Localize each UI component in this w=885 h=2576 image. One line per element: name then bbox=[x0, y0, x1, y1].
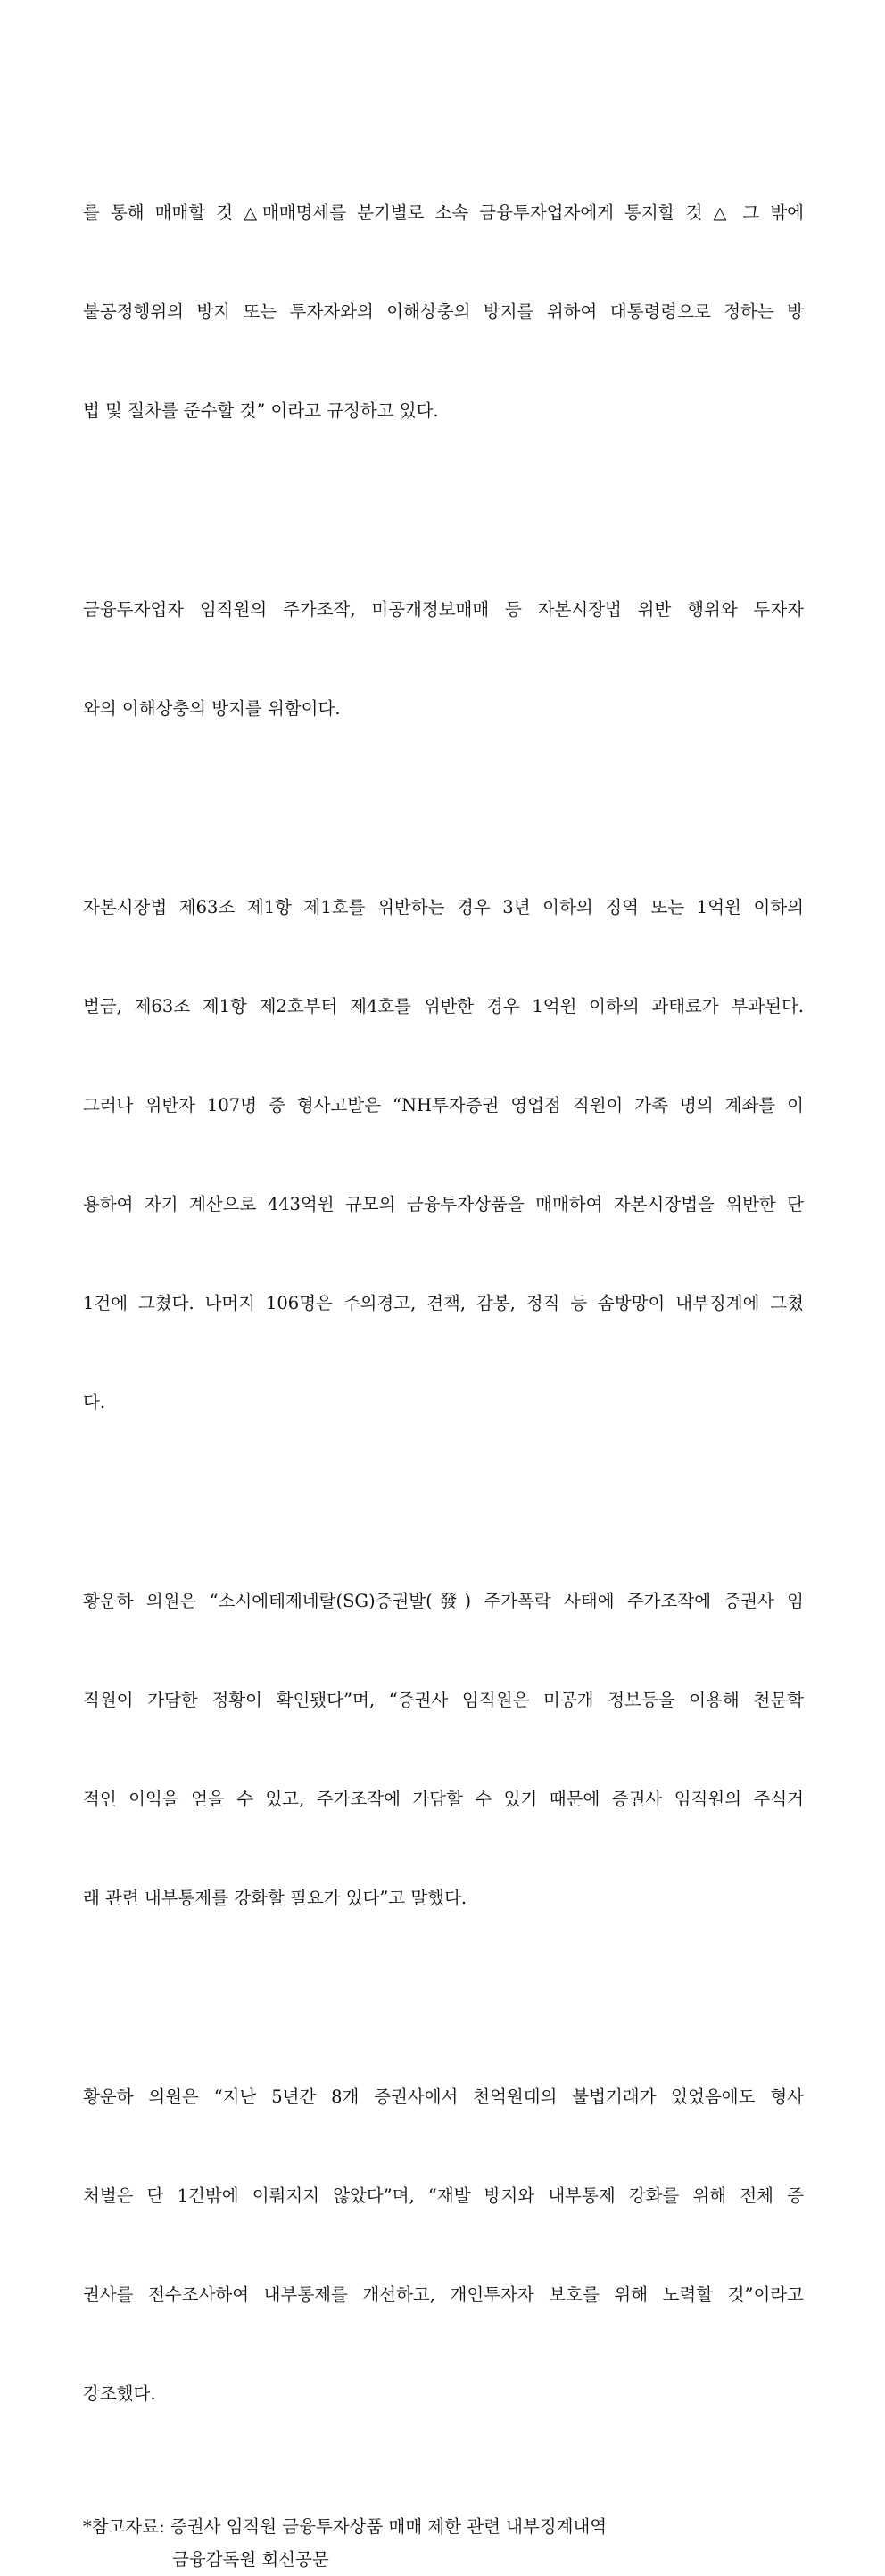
reference-source: 금융감독원 회신공문 bbox=[172, 2549, 329, 2570]
text-line: 법 및 절차를 준수할 것” 이라고 규정하고 있다. bbox=[83, 400, 439, 421]
paragraph-penalties bbox=[83, 825, 804, 1485]
text-line: 황운하 의원은 “소시에테제네랄(SG)증권발(發) 주가폭락 사태에 주가조작에 증권사 임 bbox=[83, 1591, 804, 1611]
paragraph-quote-sg bbox=[83, 1518, 804, 1980]
paragraph-purpose bbox=[83, 527, 804, 791]
reference-label: *참고자료: 증권사 임직원 금융투자상품 매매 제한 관련 내부징계내역 bbox=[83, 2516, 608, 2537]
text-line: 황운하 의원은 “지난 5년간 8개 증권사에서 천억원대의 불법거래가 있었음에도 형사 bbox=[83, 2086, 804, 2107]
text-line: 그러나 위반자 107명 중 형사고발은 “NH투자증권 영업점 직원이 가족 명의 계좌를 이 bbox=[83, 1095, 804, 1115]
paragraph-quote-investigation bbox=[83, 2014, 804, 2476]
text-line: 직원이 가담한 정황이 확인됐다”며, “증권사 임직원은 미공개 정보등을 이용해 천문학 bbox=[83, 1690, 804, 1710]
text-line: 용하여 자기 계산으로 443억원 규모의 금융투자상품을 매매하여 자본시장법을 위반한 단 bbox=[83, 1194, 804, 1214]
text-line: 벌금, 제63조 제1항 제2호부터 제4호를 위반한 경우 1억원 이하의 과태료가 부과된다. bbox=[83, 996, 804, 1016]
reference-note bbox=[83, 2510, 804, 2576]
paragraph-rules bbox=[83, 130, 804, 493]
text-line: 래 관련 내부통제를 강화할 필요가 있다”고 말했다. bbox=[83, 1888, 467, 1908]
text-line: 적인 이익을 얻을 수 있고, 주가조작에 가담할 수 있기 때문에 증권사 임직원의 주식거 bbox=[83, 1789, 804, 1809]
text-line: 불공정행위의 방지 또는 투자자와의 이해상충의 방지를 위하여 대통령령으로 정하는 방 bbox=[83, 301, 804, 322]
text-line: 권사를 전수조사하여 내부통제를 개선하고, 개인투자자 보호를 위해 노력할 것”이라고 bbox=[83, 2284, 804, 2305]
document-page bbox=[83, 130, 804, 2576]
text-line: 를 통해 매매할 것 △매매명세를 분기별로 소속 금융투자업자에게 통지할 것 △ 그 밖에 bbox=[83, 202, 804, 223]
text-line: 처벌은 단 1건밖에 이뤄지지 않았다”며, “재발 방지와 내부통제 강화를 위해 전체 증 bbox=[83, 2185, 804, 2206]
text-line: 다. bbox=[83, 1392, 106, 1412]
text-line: 금융투자업자 임직원의 주가조작, 미공개정보매매 등 자본시장법 위반 행위와 투자자 bbox=[83, 599, 804, 620]
text-line: 1건에 그쳤다. 나머지 106명은 주의경고, 견책, 감봉, 정직 등 솜방망이 내부징계에 그쳤 bbox=[83, 1293, 804, 1313]
text-line: 강조했다. bbox=[83, 2383, 156, 2404]
text-line: 와의 이해상충의 방지를 위함이다. bbox=[83, 698, 341, 719]
text-line: 자본시장법 제63조 제1항 제1호를 위반하는 경우 3년 이하의 징역 또는 1억원 이하의 bbox=[83, 897, 804, 918]
